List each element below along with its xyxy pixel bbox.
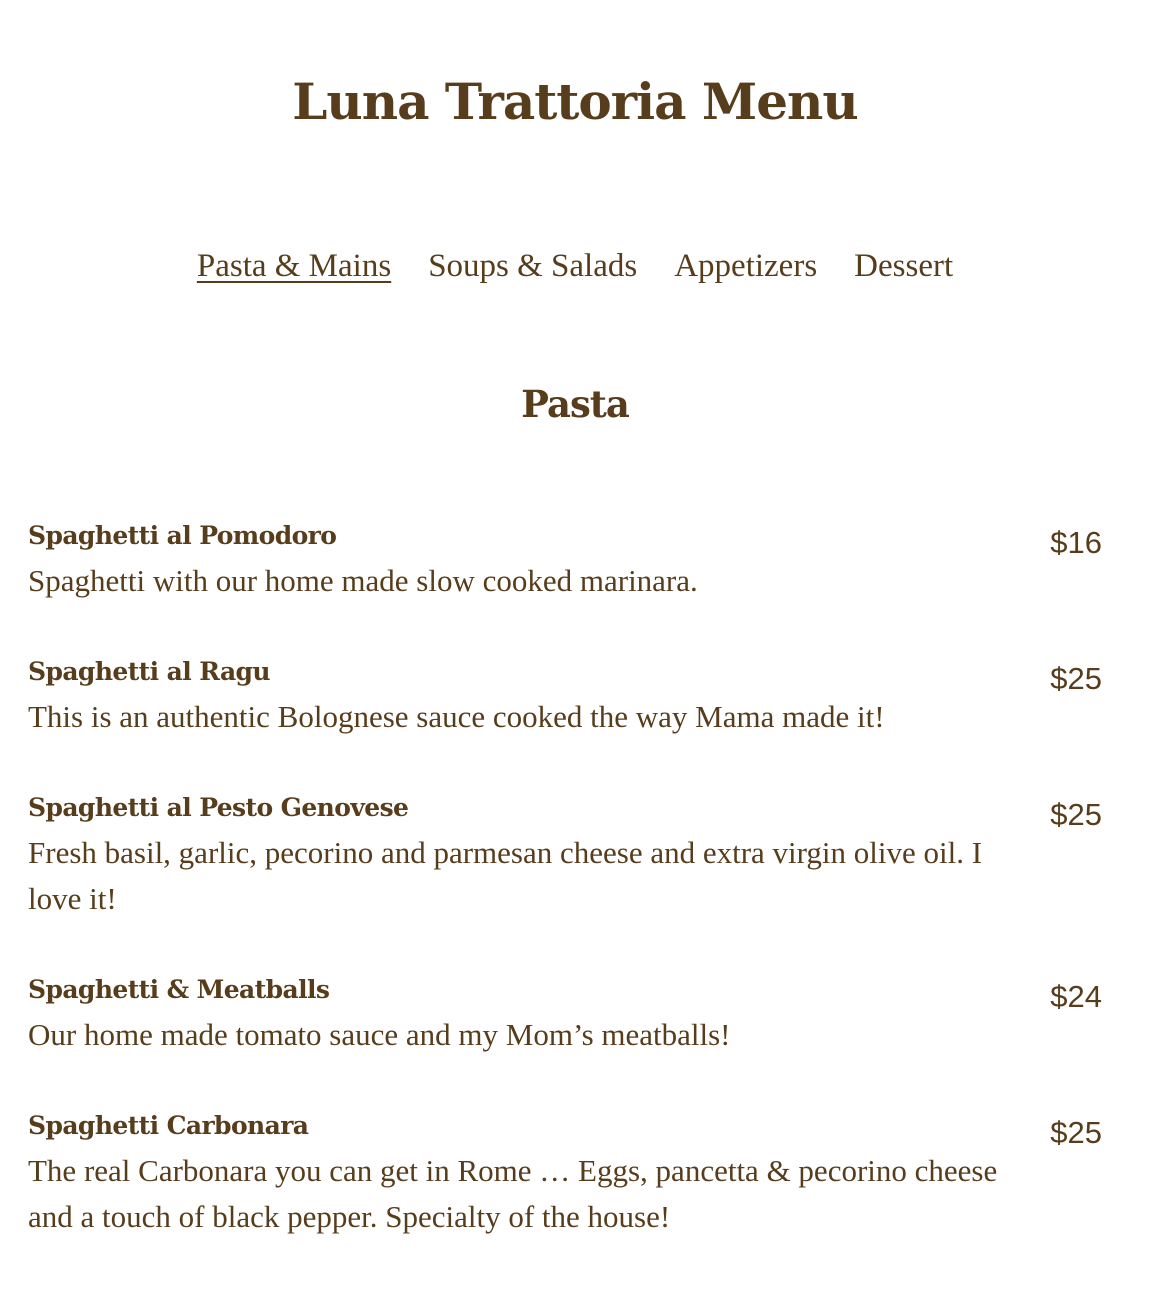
tab-appetizers[interactable]: Appetizers: [674, 248, 818, 284]
menu-item[interactable]: [28, 518, 1104, 604]
menu-item-name: Spaghetti Carbonara: [28, 1111, 309, 1140]
menu-category-tabs: [0, 244, 1150, 288]
menu-item-price: $25: [1050, 797, 1102, 832]
menu-item-description: The real Carbonara you can get in Rome … Eggs, pancetta & pecorino cheese and a touch of black pepper. Specialty of the house!: [28, 1153, 998, 1234]
tab-soups-salads[interactable]: Soups & Salads: [428, 248, 638, 284]
menu-item[interactable]: [28, 1108, 1104, 1240]
menu-item[interactable]: [28, 790, 1104, 922]
menu-item-price: $16: [1050, 525, 1102, 560]
section-title: Pasta: [521, 382, 629, 426]
menu-item-price: $24: [1050, 979, 1102, 1014]
menu-item-name: Spaghetti al Pomodoro: [28, 521, 337, 550]
menu-item-name: Spaghetti al Pesto Genovese: [28, 793, 409, 822]
menu-item-list: [28, 518, 1104, 1290]
page-title: Luna Trattoria Menu: [292, 72, 858, 131]
menu-item-description: Our home made tomato sauce and my Mom’s meatballs!: [28, 1017, 731, 1052]
menu-item-description: Fresh basil, garlic, pecorino and parmesan cheese and extra virgin olive oil. I love it!: [28, 835, 983, 916]
menu-item-description: Spaghetti with our home made slow cooked marinara.: [28, 563, 698, 598]
menu-item-price: $25: [1050, 661, 1102, 696]
tab-dessert[interactable]: Dessert: [854, 248, 954, 284]
menu-item-price: $25: [1050, 1115, 1102, 1150]
menu-item[interactable]: [28, 654, 1104, 740]
menu-item-name: Spaghetti & Meatballs: [28, 975, 330, 1004]
tab-pasta-mains[interactable]: Pasta & Mains: [196, 248, 392, 284]
menu-item-description: This is an authentic Bolognese sauce cooked the way Mama made it!: [28, 699, 885, 734]
menu-item-name: Spaghetti al Ragu: [28, 657, 270, 686]
menu-item[interactable]: [28, 972, 1104, 1058]
